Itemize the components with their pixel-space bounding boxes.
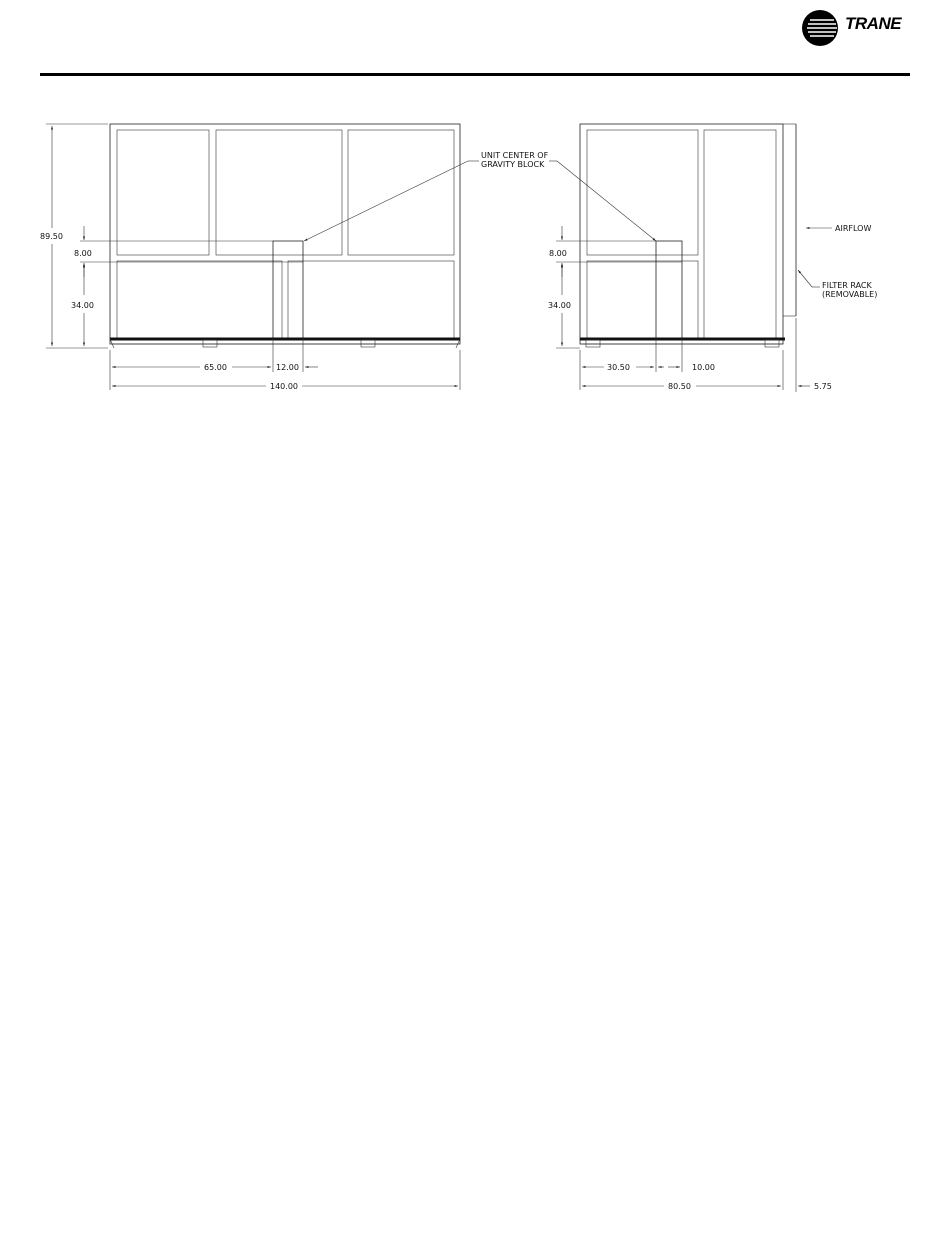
front-panel <box>117 261 282 338</box>
front-panel <box>288 261 454 338</box>
side-view <box>548 124 832 392</box>
front-panel <box>348 130 454 255</box>
side-lift-lug <box>586 340 600 347</box>
filter-rack-callout <box>798 270 877 299</box>
front-lift-lug <box>203 340 217 347</box>
side-cg-block <box>656 241 682 338</box>
side-cg-height-label: 34.00 <box>548 301 571 310</box>
front-unit-outline <box>110 124 460 344</box>
side-lift-lug <box>765 340 779 347</box>
side-width-label: 80.50 <box>668 382 691 391</box>
front-cg-horizontal-label: 65.00 <box>204 363 227 372</box>
filter-rack-line1: FILTER RACK <box>822 281 872 290</box>
front-panel <box>117 130 209 255</box>
side-cg-horizontal-label: 30.50 <box>607 363 630 372</box>
side-unit-outline <box>580 124 783 344</box>
side-panel <box>587 130 698 255</box>
cg-callout-line2: GRAVITY BLOCK <box>481 160 545 169</box>
cg-callout <box>304 151 656 241</box>
side-cg-block-width-label: 10.00 <box>692 363 715 372</box>
airflow-label: AIRFLOW <box>835 224 872 233</box>
front-width-label: 140.00 <box>270 382 298 391</box>
front-cg-block-height-label: 8.00 <box>74 249 92 258</box>
front-height-label: 89.50 <box>40 232 63 241</box>
side-panel <box>587 261 698 338</box>
front-cg-height-label: 34.00 <box>71 301 94 310</box>
filter-rack-line2: (REMOVABLE) <box>822 290 878 299</box>
brand-wordmark: TRANE <box>845 14 902 33</box>
side-panel <box>704 130 776 338</box>
airflow-callout <box>806 224 871 233</box>
filter-rack-depth-label: 5.75 <box>814 382 832 391</box>
front-view <box>40 124 460 391</box>
cg-callout-line1: UNIT CENTER OF <box>481 151 549 160</box>
side-cg-block-height-label: 8.00 <box>549 249 567 258</box>
front-cg-block-width-label: 12.00 <box>276 363 299 372</box>
front-lift-lug <box>361 340 375 347</box>
front-panel <box>216 130 342 255</box>
